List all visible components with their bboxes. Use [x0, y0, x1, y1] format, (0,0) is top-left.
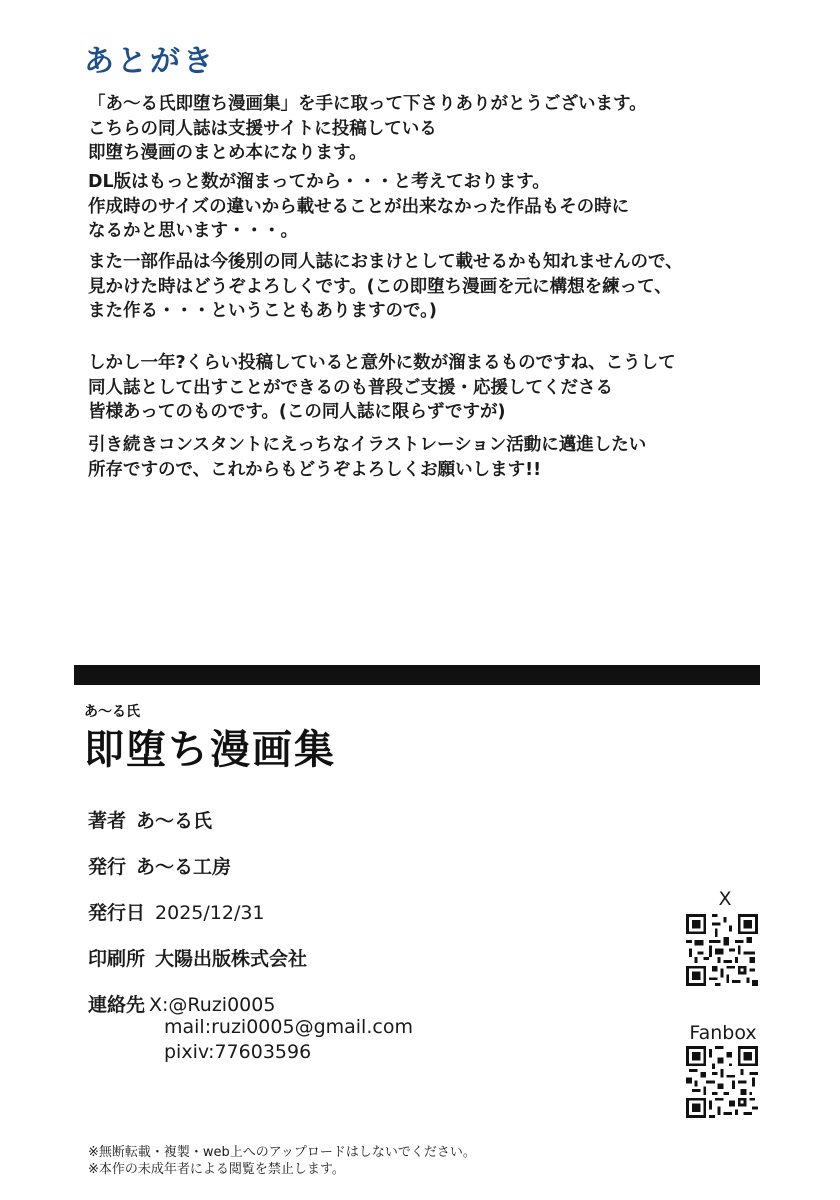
- contact-x: X:@Ruzi0005: [149, 994, 276, 1016]
- book-title: 即堕ち漫画集: [84, 726, 336, 773]
- printer-label: 印刷所: [88, 948, 146, 970]
- afterword-paragraph-4: しかし一年?くらい投稿していると意外に数が溜まるものですね、こうして 同人誌として出すことができるのも普段ご支援・応援してくださる 皆様あってのものです。(この同人誌に限らずですが): [88, 353, 676, 422]
- afterword-paragraph-1: 「あ～る氏即堕ち漫画集」を手に取って下さりありがとうございます。 こちらの同人誌は支援サイトに投稿している 即堕ち漫画のまとめ本になります。: [88, 94, 647, 163]
- notice-no-reprint: ※無断転載・複製・web上へのアップロードはしないでください。: [88, 1145, 476, 1160]
- date-label: 発行日: [88, 902, 146, 924]
- colophon-printer: [88, 944, 307, 971]
- printer-value: 大陽出版株式会社: [155, 948, 308, 970]
- contact-pixiv: pixiv:77603596: [164, 1041, 312, 1063]
- publisher-value: あ～る工房: [136, 856, 232, 878]
- contact-label: 連絡先: [88, 994, 146, 1016]
- colophon-contact: [88, 990, 275, 1017]
- section-divider: [74, 665, 760, 685]
- qr-code-x-icon: [686, 914, 758, 986]
- colophon-date: [88, 898, 265, 925]
- colophon-publisher: [88, 852, 231, 879]
- qr-fanbox-label: Fanbox: [689, 1022, 757, 1044]
- qr-x-label: X: [718, 888, 732, 910]
- author-value: あ～る氏: [136, 810, 213, 832]
- notice-no-minors: ※本作の未成年者による閲覧を禁止します。: [88, 1162, 345, 1177]
- afterword-paragraph-5: 引き続きコンスタントにえっちなイラストレーション活動に邁進したい 所存ですので、これからもどうぞよろしくお願いします!!: [88, 435, 647, 480]
- contact-mail: mail:ruzi0005@gmail.com: [164, 1016, 413, 1038]
- afterword-heading: あとがき: [84, 44, 216, 79]
- date-value: 2025/12/31: [155, 902, 265, 924]
- qr-code-fanbox-icon: [686, 1046, 758, 1118]
- publisher-label: 発行: [88, 856, 127, 878]
- afterword-paragraph-3: また一部作品は今後別の同人誌におまけとして載せるかも知れませんので、 見かけた時はどうぞよろしくです。(この即堕ち漫画を元に構想を練って、 また作る・・・ということもありますので。): [88, 252, 683, 321]
- title-author-small: あ～る氏: [84, 704, 140, 720]
- author-label: 著者: [88, 810, 127, 832]
- afterword-paragraph-2: DL版はもっと数が溜まってから・・・と考えております。 作成時のサイズの違いから載せることが出来なかった作品もその時に なるかと思います・・・。: [88, 172, 630, 241]
- colophon-author: [88, 806, 212, 833]
